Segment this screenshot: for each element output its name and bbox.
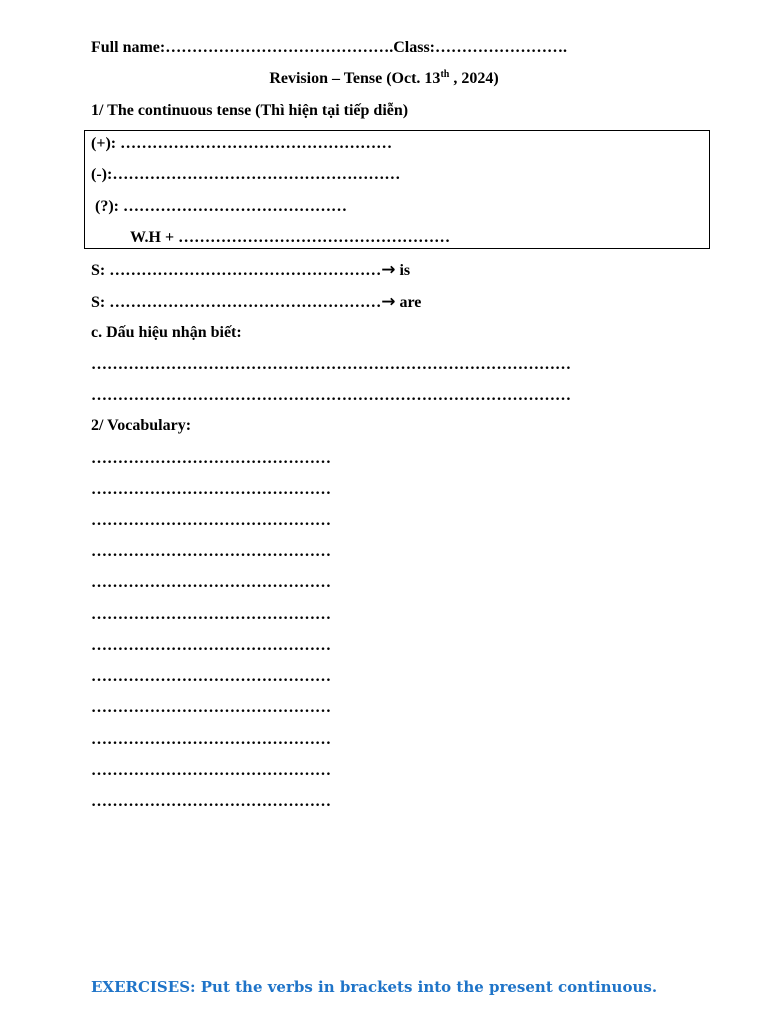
vocabulary-line: ………………………………………: [91, 762, 331, 779]
vocabulary-line: ………………………………………: [91, 637, 331, 654]
formula-negative: (-):………………………………………………: [91, 166, 401, 183]
vocabulary-line: ………………………………………: [91, 450, 331, 467]
vocabulary-line: ………………………………………: [91, 574, 331, 591]
vocabulary-line: ………………………………………: [91, 543, 331, 560]
subject-are-line: [91, 292, 421, 313]
exercises-heading: EXERCISES: Put the verbs in brackets into the present continuous.: [91, 978, 658, 996]
page-title: [0, 69, 768, 89]
formula-wh: W.H + ……………………………………………: [130, 229, 451, 246]
vocabulary-heading: 2/ Vocabulary:: [91, 417, 192, 434]
section1-heading: 1/ The continuous tense (Thì hiện tại tiếp diễn): [91, 102, 409, 119]
signs-heading: c. Dấu hiệu nhận biết:: [91, 324, 242, 341]
page-title-superscript: th: [440, 69, 450, 80]
subject-is-line: [91, 260, 410, 281]
arrow-right-icon: →: [381, 292, 396, 312]
full-name-class-line: Full name:…………………………………….Class:…………………….: [91, 39, 567, 56]
formula-question: (?): ……………………………………: [91, 198, 347, 215]
vocabulary-line: ………………………………………: [91, 668, 331, 685]
page-title-end: , 2024): [449, 70, 499, 87]
vocabulary-line: ………………………………………: [91, 606, 331, 623]
vocabulary-line: ………………………………………: [91, 699, 331, 716]
subject-are-prefix: S: ……………………………………………: [91, 294, 382, 311]
vocabulary-line: ………………………………………: [91, 512, 331, 529]
subject-is-prefix: S: ……………………………………………: [91, 262, 382, 279]
arrow-right-icon: →: [381, 260, 396, 280]
vocabulary-line: ………………………………………: [91, 793, 331, 810]
vocabulary-line: ………………………………………: [91, 481, 331, 498]
signs-line: ………………………………………………………………………………: [91, 356, 571, 373]
vocabulary-line: ………………………………………: [91, 731, 331, 748]
subject-are-suffix: are: [395, 294, 422, 311]
subject-is-suffix: is: [395, 262, 411, 279]
page-title-main: Revision – Tense (Oct. 13: [269, 70, 441, 87]
signs-line: ………………………………………………………………………………: [91, 387, 571, 404]
formula-positive: (+): ……………………………………………: [91, 135, 393, 152]
